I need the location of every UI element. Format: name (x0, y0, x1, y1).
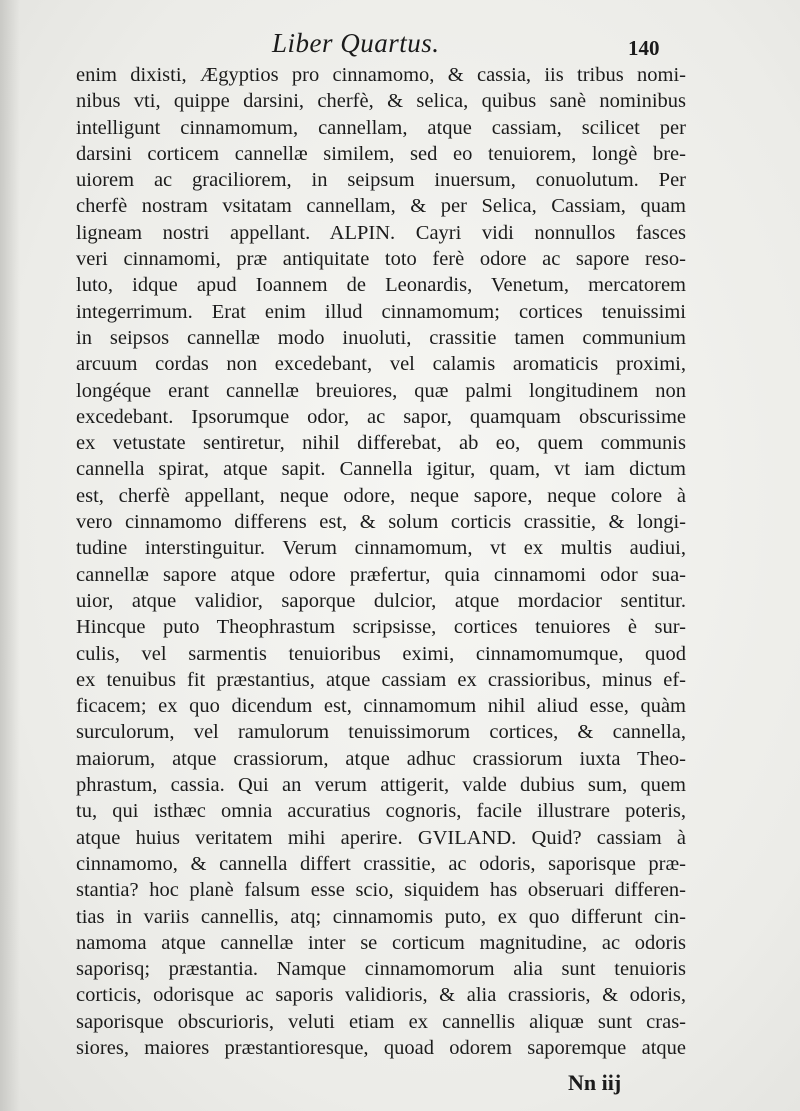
page-number: 140 (628, 36, 660, 60)
signature-mark: Nn iij (568, 1070, 622, 1095)
text-line: saporisque obscurioris, veluti etiam ex cannellis aliquæ sunt cras- (76, 1010, 686, 1033)
text-line: culis, vel sarmentis tenuioribus eximi, cinnamomumque, quod (76, 642, 686, 665)
text-line: uior, atque validior, saporque dulcior, atque mordacior sentitur. (76, 589, 686, 612)
text-line: cinnamomo, & cannella differt crassitie, ac odoris, saporisque præ- (76, 852, 686, 875)
text-line: tias in variis cannellis, atq; cinnamomis puto, ex quo differunt cin- (76, 905, 686, 928)
text-line: stantia? hoc planè falsum esse scio, siquidem has obseruari differen- (76, 879, 686, 902)
text-line: corticis, odorisque ac saporis validioris, & alia crassioris, & odoris, (76, 984, 686, 1007)
text-line: vero cinnamomo differens est, & solum corticis crassitie, & longi- (76, 511, 686, 534)
text-line: saporisq; præstantia. Namque cinnamomorum alia sunt tenuioris (76, 958, 686, 981)
body-text (76, 62, 686, 1061)
text-line: Hincque puto Theophrastum scripsisse, cortices tenuiores è sur- (76, 616, 686, 639)
text-line: intelligunt cinnamomum, cannellam, atque cassiam, scilicet per (76, 116, 686, 139)
page-footer (0, 1070, 800, 1104)
text-line: uiorem ac graciliorem, in seipsum inuersum, conuolutum. Per (76, 169, 686, 192)
text-line: tu, qui isthæc omnia accuratius cognoris, facile illustrare poteris, (76, 800, 686, 823)
text-line: surculorum, vel ramulorum tenuissimorum cortices, & cannella, (76, 721, 686, 744)
text-line: atque huius veritatem mihi aperire. GVILAND. Quid? cassiam à (76, 826, 686, 849)
text-line: excedebant. Ipsorumque odor, ac sapor, quamquam obscurissime (76, 405, 686, 428)
text-line: longéque erant cannellæ breuiores, quæ palmi longitudinem non (76, 379, 686, 402)
text-line: ligneam nostri appellant. ALPIN. Cayri vidi nonnullos fasces (76, 221, 686, 244)
text-line: ex vetustate sentiretur, nihil differebat, ab eo, quem communis (76, 432, 686, 455)
page-fold-shadow (0, 0, 20, 1111)
text-line: maiorum, atque crassiorum, atque adhuc crassiorum iuxta Theo- (76, 747, 686, 770)
text-line: cannellæ sapore atque odore præfertur, quia cinnamomi odor sua- (76, 563, 686, 586)
text-line: cherfè nostram vsitatam cannellam, & per Selica, Cassiam, quam (76, 195, 686, 218)
text-line: ficacem; ex quo dicendum est, cinnamomum nihil aliud esse, quàm (76, 695, 686, 718)
running-title: Liber Quartus. (272, 28, 440, 58)
text-line: arcuum cordas non excedebant, vel calamis aromaticis proximi, (76, 353, 686, 376)
text-line: tudine interstinguitur. Verum cinnamomum, vt ex multis audiui, (76, 537, 686, 560)
text-line: integerrimum. Erat enim illud cinnamomum; cortices tenuissimi (76, 300, 686, 323)
text-line: namoma atque cannellæ inter se corticum magnitudine, ac odoris (76, 931, 686, 954)
running-head (0, 22, 800, 66)
text-line: in seipsos cannellæ modo inuoluti, crassitie tamen communium (76, 326, 686, 349)
text-line: siores, maiores præstantioresque, quoad odorem saporemque atque (76, 1036, 686, 1059)
text-line: darsini corticem cannellæ similem, sed eo tenuiorem, longè bre- (76, 142, 686, 165)
text-line: cannella spirat, atque sapit. Cannella igitur, quam, vt iam dictum (76, 458, 686, 481)
text-line: ex tenuibus fit præstantius, atque cassiam ex crassioribus, minus ef- (76, 668, 686, 691)
text-line: enim dixisti, Ægyptios pro cinnamomo, & cassia, iis tribus nomi- (76, 64, 686, 86)
text-line: nibus vti, quippe darsini, cherfè, & selica, quibus sanè nominibus (76, 90, 686, 113)
text-line: veri cinnamomi, præ antiquitate toto ferè odore ac sapore reso- (76, 248, 686, 271)
text-line: luto, idque apud Ioannem de Leonardis, Venetum, mercatorem (76, 274, 686, 297)
text-line: phrastum, cassia. Qui an verum attigerit, valde dubius sum, quem (76, 774, 686, 797)
text-line: est, cherfè appellant, neque odore, neque sapore, neque colore à (76, 484, 686, 507)
